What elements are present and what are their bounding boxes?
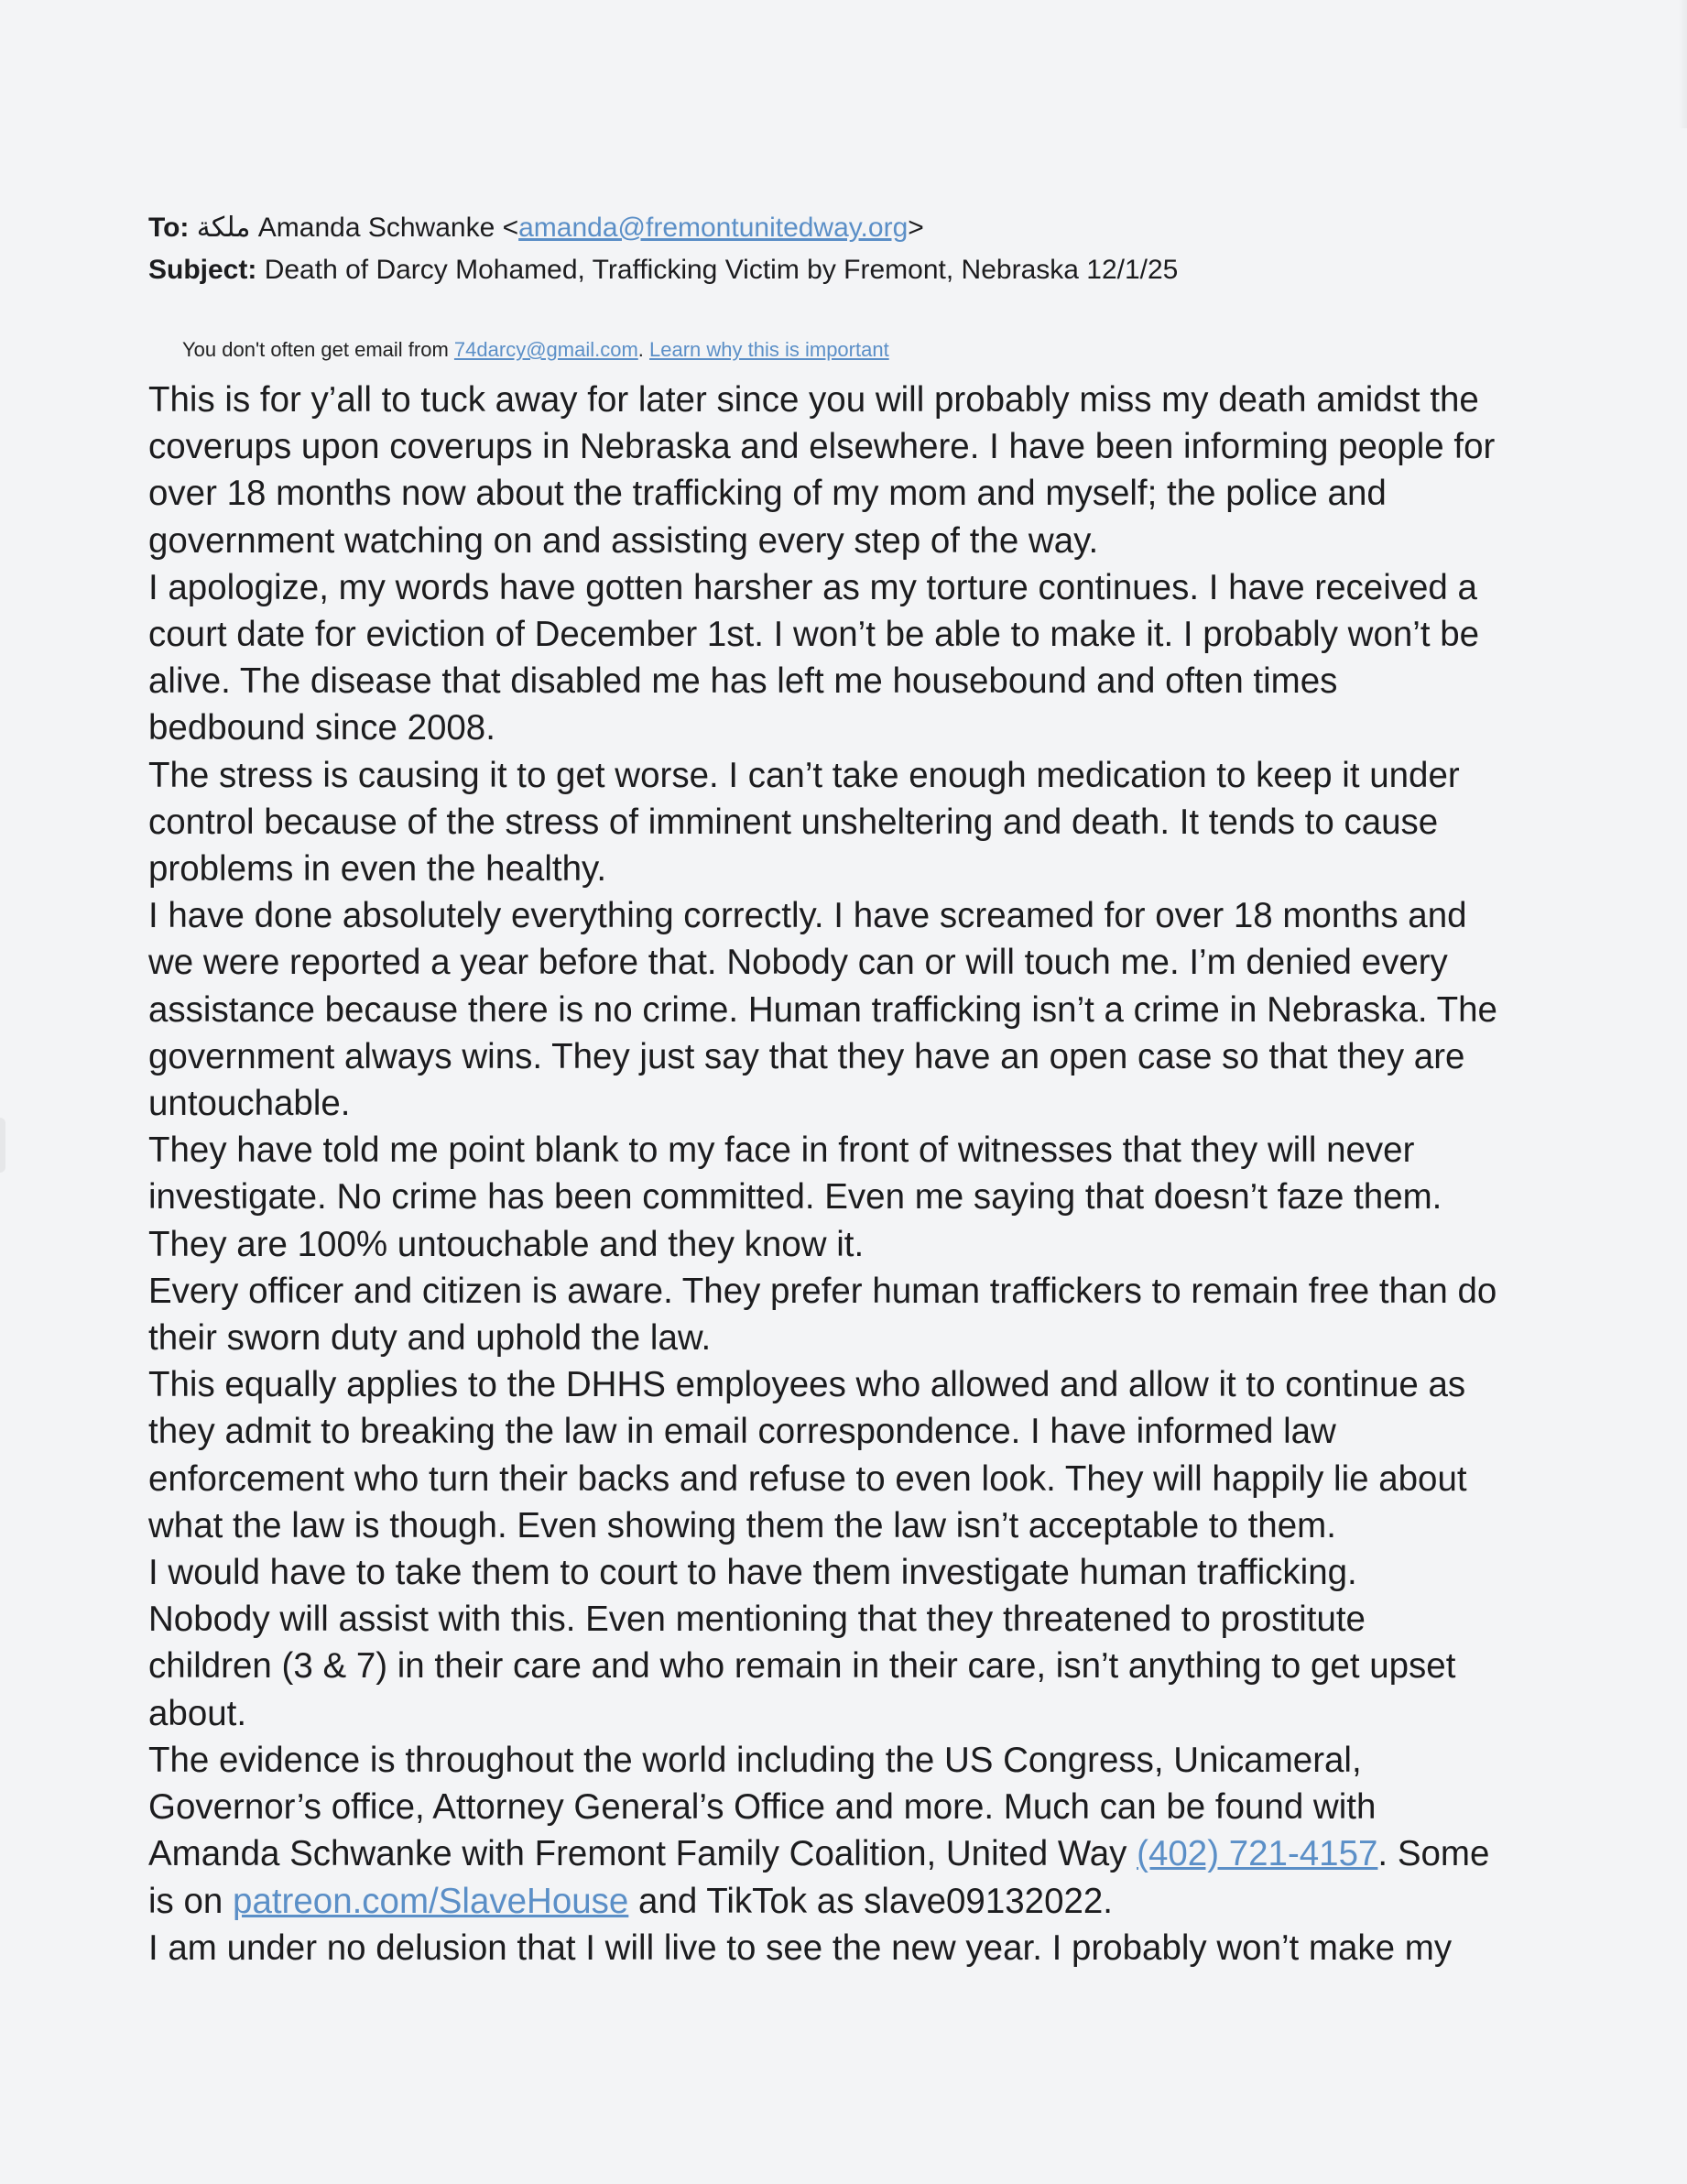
page-edge-mark xyxy=(0,1118,5,1173)
sender-notice: You don't often get email from 74darcy@gmail.com. Learn why this is important xyxy=(182,338,889,361)
body-line: This is for y’all to tuck away for later since you will probably miss my death amidst the xyxy=(148,380,1479,420)
body-line: I would have to take them to court to have them investigate human trafficking. xyxy=(148,1553,1357,1593)
body-line: children (3 & 7) in their care and who remain in their care, isn’t anything to get upset xyxy=(148,1646,1456,1687)
notice-text: You don't often get email from xyxy=(182,338,449,361)
body-line: The evidence is throughout the world including the US Congress, Unicameral, xyxy=(148,1740,1362,1780)
body-line: Governor’s office, Attorney General’s Office and more. Much can be found with xyxy=(148,1787,1377,1828)
email-body xyxy=(148,377,1577,1971)
email-header xyxy=(148,207,1614,291)
patreon-link[interactable]: patreon.com/SlaveHouse xyxy=(233,1881,629,1921)
body-line: assistance because there is no crime. Human trafficking isn’t a crime in Nebraska. The xyxy=(148,989,1497,1030)
body-line: court date for eviction of December 1st. I won’t be able to make it. I probably won’t be xyxy=(148,615,1480,655)
phone-link[interactable]: (402) 721-4157 xyxy=(1137,1834,1378,1874)
page-edge-shadow xyxy=(1678,0,1687,128)
body-line: what the law is though. Even showing them the law isn’t acceptable to them. xyxy=(148,1505,1336,1545)
body-line: untouchable. xyxy=(148,1084,351,1124)
body-line: I have done absolutely everything correctly. I have screamed for over 18 months and xyxy=(148,896,1467,936)
body-line: control because of the stress of imminent unsheltering and death. It tends to cause xyxy=(148,802,1439,842)
body-line: government watching on and assisting every step of the way. xyxy=(148,520,1099,561)
body-line: enforcement who turn their backs and refuse to even look. They will happily lie about xyxy=(148,1458,1467,1499)
body-line: we were reported a year before that. Nobody can or will touch me. I’m denied every xyxy=(148,943,1448,983)
subject-label: Subject: xyxy=(148,255,257,285)
recipient-name: Amanda Schwanke xyxy=(257,213,495,243)
phone-line-text: Amanda Schwanke with Fremont Family Coalition, United Way xyxy=(148,1834,1137,1874)
body-line: bedbound since 2008. xyxy=(148,708,495,748)
body-line: alive. The disease that disabled me has left me housebound and often times xyxy=(148,661,1338,702)
sender-email-link[interactable]: 74darcy@gmail.com xyxy=(453,338,638,361)
body-line: The stress is causing it to get worse. I can’t take enough medication to keep it under xyxy=(148,755,1460,795)
to-label: To: xyxy=(148,213,190,243)
patreon-line-tail: and TikTok as slave09132022. xyxy=(628,1881,1114,1921)
to-line: To: ملكة Amanda Schwanke <amanda@fremontunitedway.org> xyxy=(148,213,924,243)
body-line: Every officer and citizen is aware. They prefer human traffickers to remain free than do xyxy=(148,1271,1497,1311)
recipient-name-prefix: ملكة xyxy=(196,213,251,243)
body-line: over 18 months now about the trafficking of my mom and myself; the police and xyxy=(148,474,1387,514)
body-line: investigate. No crime has been committed. Even me saying that doesn’t faze them. xyxy=(148,1177,1442,1218)
body-line: I am under no delusion that I will live to see the new year. I probably won’t make my xyxy=(148,1927,1453,1968)
phone-line-tail: . Some xyxy=(1377,1834,1490,1874)
body-line: This equally applies to the DHHS employees who allowed and allow it to continue as xyxy=(148,1365,1466,1405)
body-line-phone xyxy=(148,1830,1577,1877)
body-line: coverups upon coverups in Nebraska and elsewhere. I have been informing people for xyxy=(148,427,1496,467)
body-line: government always wins. They just say that they have an open case so that they are xyxy=(148,1036,1465,1076)
learn-why-link[interactable]: Learn why this is important xyxy=(649,338,889,361)
subject-text: Death of Darcy Mohamed, Trafficking Victim by Fremont, Nebraska 12/1/25 xyxy=(264,255,1179,285)
body-line-patreon xyxy=(148,1878,1577,1925)
body-line: they admit to breaking the law in email correspondence. I have informed law xyxy=(148,1412,1336,1452)
body-line: They have told me point blank to my face in front of witnesses that they will never xyxy=(148,1130,1415,1171)
subject-line xyxy=(148,249,1614,291)
body-line: They are 100% untouchable and they know it. xyxy=(148,1224,865,1264)
body-line: I apologize, my words have gotten harsher as my torture continues. I have received a xyxy=(148,567,1477,607)
body-line: their sworn duty and uphold the law. xyxy=(148,1318,712,1359)
recipient-email-link[interactable]: amanda@fremontunitedway.org xyxy=(518,213,909,243)
body-line: Nobody will assist with this. Even mentioning that they threatened to prostitute xyxy=(148,1600,1366,1640)
body-line: about. xyxy=(148,1693,247,1733)
body-line: problems in even the healthy. xyxy=(148,849,607,890)
patreon-line-text: is on xyxy=(148,1881,234,1921)
